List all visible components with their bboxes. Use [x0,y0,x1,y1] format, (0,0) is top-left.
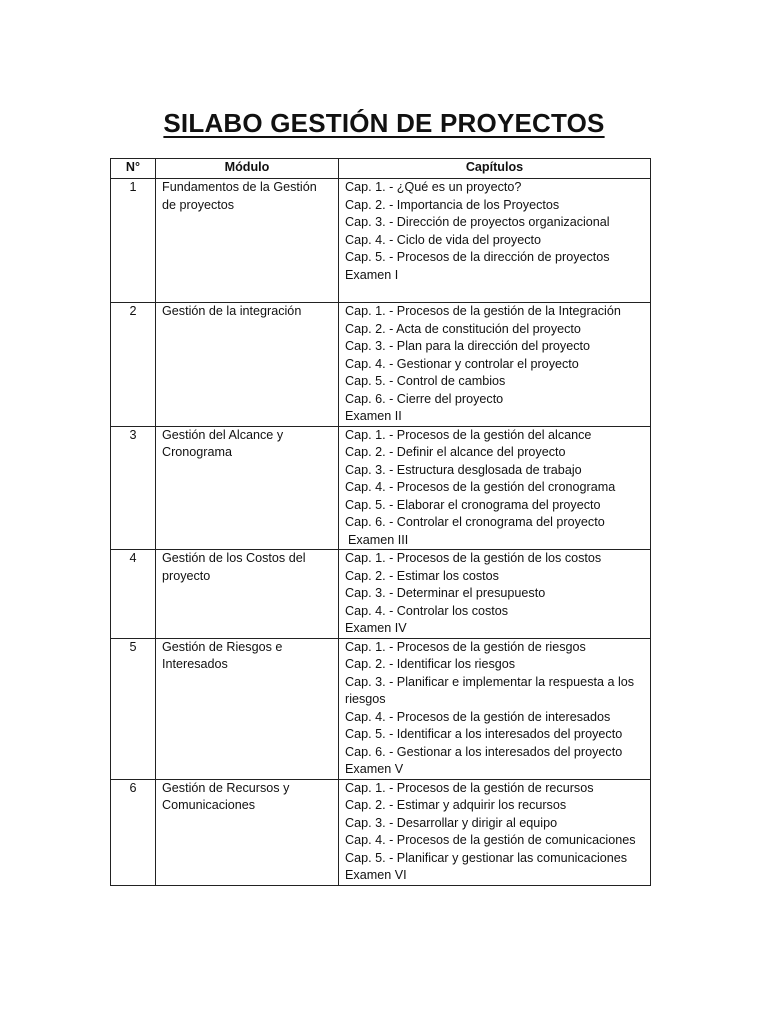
chapter-item: Cap. 6. - Controlar el cronograma del proyecto [345,515,605,529]
table-row [111,303,651,427]
chapter-item: Cap. 4. - Procesos de la gestión del cronograma [345,480,616,494]
chapter-item: Cap. 2. - Estimar los costos [345,568,499,583]
chapter-item: Cap. 3. - Desarrollar y dirigir al equipo [345,815,558,830]
row-module: Gestión de Riesgos e Interesados [156,638,339,779]
chapter-item: Cap. 4. - Controlar los costos [345,603,509,618]
chapter-item: Cap. 5. - Identificar a los interesados del proyecto [345,727,623,741]
row-chapters [339,179,651,303]
chapter-item: Cap. 2. - Estimar y adquirir los recursos [345,798,567,812]
chapter-item: Cap. 3. - Determinar el presupuesto [345,586,546,600]
table-row [111,426,651,550]
chapter-item: Cap. 1. - Procesos de la gestión del alcance [345,427,592,442]
chapter-item: Cap. 4. - Procesos de la gestión de comunicaciones [345,833,636,847]
row-num: 6 [111,779,156,885]
header-num: N° [111,159,156,179]
chapter-item: Cap. 2. - Importancia de los Proyectos [345,197,560,212]
chapter-item: Cap. 1. - Procesos de la gestión de riesgos [345,639,586,654]
chapter-item: Cap. 5. - Control de cambios [345,374,506,388]
row-num: 3 [111,426,156,550]
chapter-item: Cap. 6. - Cierre del proyecto [345,391,504,406]
chapter-item: Cap. 1. - Procesos de la gestión de los costos [345,551,602,565]
header-chapters: Capítulos [339,159,651,179]
exam-label: Examen I [345,267,399,282]
row-module: Gestión de los Costos del proyecto [156,550,339,639]
table-row [111,179,651,303]
page-title [0,108,768,139]
row-num: 4 [111,550,156,639]
row-num: 5 [111,638,156,779]
table-row [111,638,651,779]
chapter-item: Cap. 2. - Identificar los riesgos [345,657,516,671]
chapter-item: Cap. 3. - Estructura desglosada de trabajo [345,462,582,477]
chapter-item: Cap. 4. - Procesos de la gestión de interesados [345,709,611,724]
exam-label: Examen V [345,762,404,776]
chapter-item: Cap. 1. - ¿Qué es un proyecto? [345,180,522,194]
chapter-item: Cap. 3. - Dirección de proyectos organizacional [345,215,610,229]
page-title-text: SILABO GESTIÓN DE PROYECTOS [163,108,605,138]
chapter-item: Cap. 5. - Planificar y gestionar las comunicaciones [345,850,628,865]
chapter-item: Cap. 2. - Acta de constitución del proyecto [345,321,581,336]
chapter-item: Cap. 5. - Procesos de la dirección de proyectos [345,250,610,264]
table-header-row [111,159,651,179]
exam-label: Examen II [345,409,402,423]
header-module: Módulo [156,159,339,179]
row-num: 2 [111,303,156,427]
row-chapters [339,779,651,885]
syllabus-table [110,158,651,886]
chapter-item: Cap. 1. - Procesos de la gestión de recursos [345,780,594,795]
exam-label: Examen VI [345,868,407,882]
table-row [111,550,651,639]
chapter-item: Cap. 3. - Plan para la dirección del proyecto [345,339,591,353]
row-module: Gestión de Recursos y Comunicaciones [156,779,339,885]
exam-label: Examen III [348,532,409,547]
chapter-item: Cap. 6. - Gestionar a los interesados del proyecto [345,744,623,759]
row-module: Fundamentos de la Gestión de proyectos [156,179,339,303]
row-chapters [339,638,651,779]
chapter-item: Cap. 4. - Ciclo de vida del proyecto [345,232,542,247]
chapter-item: Cap. 1. - Procesos de la gestión de la Integración [345,304,621,318]
row-chapters [339,550,651,639]
chapter-item: Cap. 3. - Planificar e implementar la respuesta a los riesgos [345,674,635,706]
chapter-item: Cap. 2. - Definir el alcance del proyecto [345,445,566,459]
exam-label: Examen IV [345,621,407,635]
row-module: Gestión del Alcance y Cronograma [156,426,339,550]
row-chapters [339,426,651,550]
chapter-item: Cap. 4. - Gestionar y controlar el proyecto [345,356,579,371]
chapter-item: Cap. 5. - Elaborar el cronograma del proyecto [345,497,601,512]
row-module: Gestión de la integración [156,303,339,427]
row-num: 1 [111,179,156,303]
table-row [111,779,651,885]
row-chapters [339,303,651,427]
